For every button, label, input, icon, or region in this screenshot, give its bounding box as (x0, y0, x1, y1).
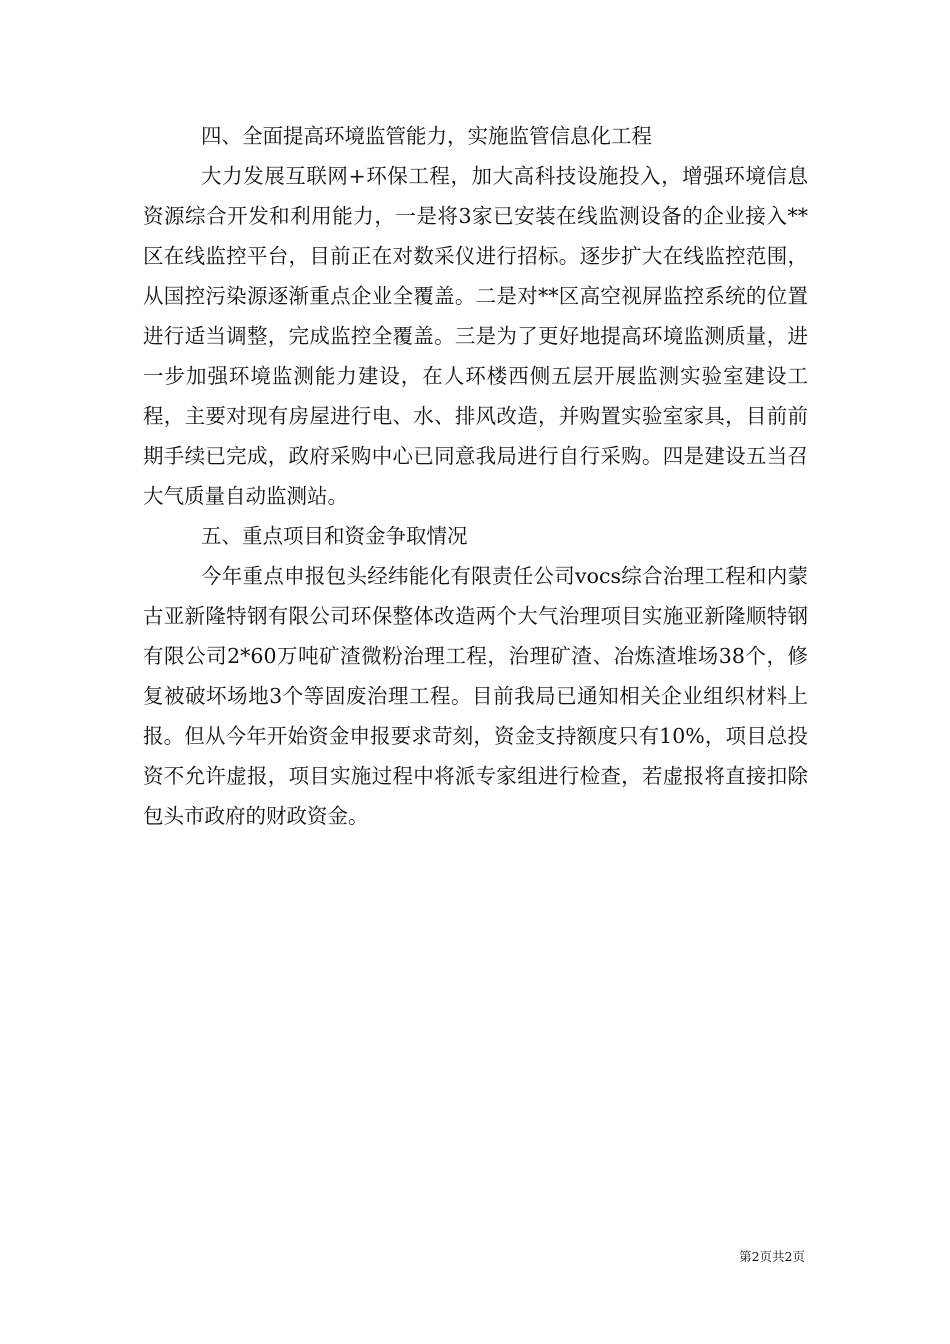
section-paragraph-5: 今年重点申报包头经纬能化有限责任公司vocs综合治理工程和内蒙古亚新隆特钢有限公司环保整体改造两个大气治理项目实施亚新隆顺特钢有限公司2*60万吨矿渣微粉治理工程，治理矿渣、冶炼渣堆场38个，修复被破坏场地3个等固废治理工程。目前我局已通知相关企业组织材料上报。但从今年开始资金申报要求苛刻，资金支持额度只有10%，项目总投资不允许虚报，项目实施过程中将派专家组进行检查，若虚报将直接扣除包头市政府的财政资金。 (143, 564, 808, 828)
document-body (143, 116, 808, 836)
page-number-footer: 第2页共2页 (739, 1249, 805, 1264)
section-paragraph-4: 大力发展互联网+环保工程，加大高科技设施投入，增强环境信息资源综合开发和利用能力，一是将3家已安装在线监测设备的企业接入**区在线监控平台，目前正在对数采仪进行招标。逐步扩大在线监控范围，从国控污染源逐渐重点企业全覆盖。二是对**区高空视屏监控系统的位置进行适当调整，完成监控全覆盖。三是为了更好地提高环境监测质量，进一步加强环境监测能力建设，在人环楼西侧五层开展监测实验室建设工程，主要对现有房屋进行电、水、排风改造，并购置实验室家具，目前前期手续已完成，政府采购中心已同意我局进行自行采购。四是建设五当召大气质量自动监测站。 (143, 164, 808, 508)
section-heading-5: 五、重点项目和资金争取情况 (201, 524, 468, 548)
section-heading-4: 四、全面提高环境监管能力，实施监管信息化工程 (201, 124, 652, 148)
